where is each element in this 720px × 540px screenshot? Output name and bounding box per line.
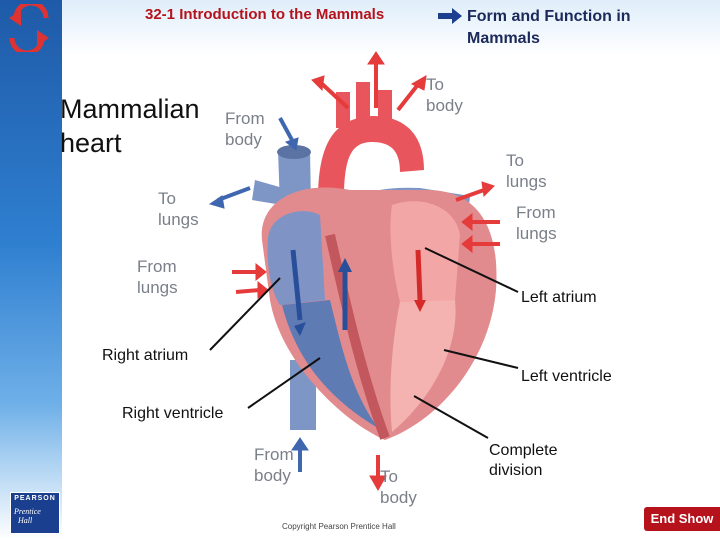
breadcrumb[interactable]: 32-1 Introduction to the Mammals — [145, 6, 385, 23]
callout-right-atrium — [210, 278, 280, 350]
label-right-atrium: Right atrium — [102, 347, 189, 364]
flow-label-from-body-top: From body — [225, 109, 265, 149]
flow-label-from-lungs-right: From lungs — [516, 203, 557, 243]
copyright: Copyright Pearson Prentice Hall — [282, 522, 396, 531]
end-show-button[interactable]: End Show — [644, 507, 720, 531]
slide-heading: Mammalian heart — [60, 94, 200, 158]
flow-label-to-body-bottom: To body — [380, 467, 417, 507]
left-atrium-chamber — [390, 201, 460, 302]
label-complete-division: Complete division — [489, 442, 558, 479]
flow-label-from-body-bottom: From body — [254, 445, 294, 485]
label-right-ventricle: Right ventricle — [122, 405, 224, 422]
flow-label-from-lungs-left: From lungs — [137, 257, 178, 297]
label-left-atrium: Left atrium — [521, 289, 597, 306]
publisher-logo: PEARSON Prentice Hall — [10, 492, 60, 534]
section-title: Form and Function in Mammals — [467, 8, 631, 47]
aorta — [318, 116, 424, 200]
slide-counter: Slide 9 of 50 — [673, 473, 711, 503]
flow-label-to-body-top: To body — [426, 75, 463, 115]
label-left-ventricle: Left ventricle — [521, 368, 612, 385]
flow-label-to-lungs-right: To lungs — [506, 151, 547, 191]
flow-label-to-lungs-left: To lungs — [158, 189, 199, 229]
